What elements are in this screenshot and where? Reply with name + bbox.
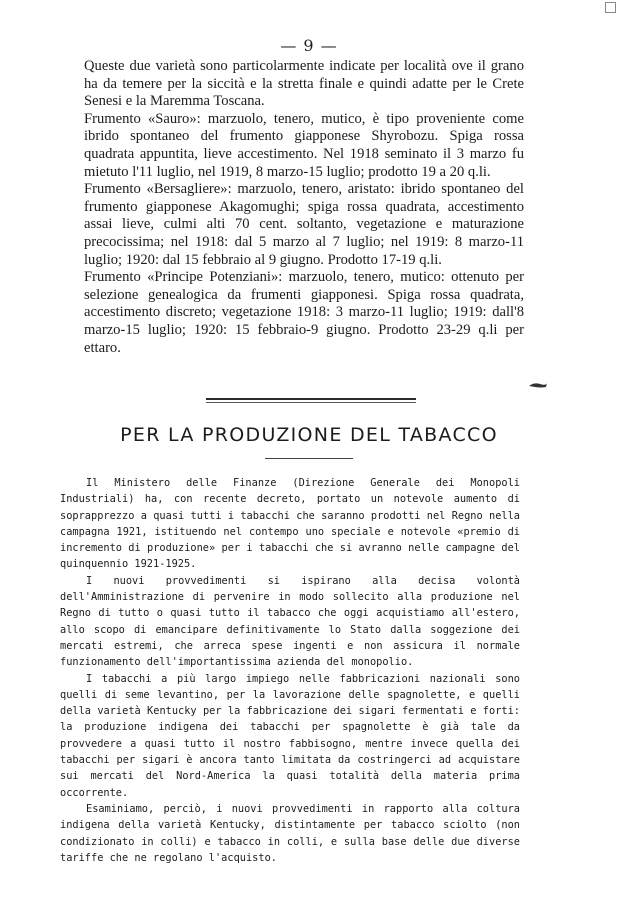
- wheat-varieties-text: [84, 58, 524, 357]
- tobacco-article-text: [60, 475, 520, 866]
- paragraph: I tabacchi a più largo impiego nelle fabbricazioni nazionali sono quelli di seme levantino, per la lavorazione delle spagnolette, e quelli della varietà Kentucky per la fabbricazione dei sigari fermentati e forti: la produzione indigena dei tabacchi per spagnolette è già tale da provvedere a quasi tutto il nostro fabbisogno, mentre invece quella dei tabacchi per sigari è ancora tanto limitata da costringerci ad acquistare sui mercati del Nord-America la quasi totalità della materia prima occorrente.: [60, 672, 520, 799]
- paragraph: Frumento «Principe Potenziani»: marzuolo, tenero, mutico: ottenuto per selezione genealogica da frumenti giapponesi. Spiga rossa quadrata, accestimento discreto; vegetazione 1918: 3 marzo-11 luglio; 1919: dall'8 marzo-15 luglio; 1920: 15 febbraio-9 giugno. Prodotto 23-29 q.li per ettaro.: [84, 269, 524, 356]
- paragraph: I nuovi provvedimenti si ispirano alla decisa volontà dell'Amministrazione di pervenire in modo sollecito alla produzione nel Regno di tutto o quasi tutto il tabacco che oggi acquistiamo all'estero, allo scopo di emancipare definitivamente lo Stato dalla soggezione dei mercati estremi, che arreca spese ingenti e non assicura il normale funzionamento dell'importantissima azienda del monopolio.: [60, 574, 520, 669]
- title-underline: [265, 458, 353, 459]
- paragraph: Frumento «Sauro»: marzuolo, tenero, mutico, è tipo proveniente come ibrido spontaneo del frumento giapponese Shyrobozu. Spiga rossa quadrata appuntita, lieve accestimento. Nel 1918 seminato il 3 marzo fu mietuto l'11 luglio, nel 1919, 8 marzo-15 luglio; prodotto 19 a 20 q.li.: [84, 110, 524, 180]
- paragraph: Frumento «Bersagliere»: marzuolo, tenero, aristato: ibrido spontaneo del frumento giapponese Akagomughi; spiga rossa quadrata, accestimento assai lieve, culmi alti 70 cent. soltanto, vegetazione e maturazione precocissima; nel 1918: dal 5 marzo al 7 luglio; nel 1919: 8 marzo-11 luglio; 1920: dal 15 febbraio al 9 giugno. Prodotto 17-19 q.li.: [84, 181, 524, 268]
- paragraph: Queste due varietà sono particolarmente indicate per località ove il grano ha da temere per la siccità e la stretta finale e quindi adatte per le Crete Senesi e la Maremma Toscana.: [84, 58, 524, 110]
- section-title: PER LA PRODUZIONE DEL TABACCO: [120, 424, 498, 446]
- ink-blot-icon: [528, 381, 548, 389]
- scan-corner-mark: [605, 2, 616, 13]
- paragraph: Esaminiamo, perciò, i nuovi provvedimenti in rapporto alla coltura indigena della varietà Kentucky, distintamente per tabacco sciolto (non condizionato in colli) e tabacco in colli, e sulla base delle due diverse tariffe che ne regolano l'acquisto.: [60, 802, 520, 864]
- page-number: — 9 —: [280, 36, 338, 55]
- paragraph: Il Ministero delle Finanze (Direzione Generale dei Monopoli Industriali) ha, con recente decreto, portato un notevole aumento di soprapprezzo a quasi tutti i tabacchi che saranno prodotti nel Regno nella campagna 1921, istituendo nel contempo uno speciale e notevole «premio di incremento di produzione» per i tabacchi che si avranno nelle campagne del quinquennio 1921-1925.: [60, 477, 520, 571]
- section-divider: [206, 398, 416, 403]
